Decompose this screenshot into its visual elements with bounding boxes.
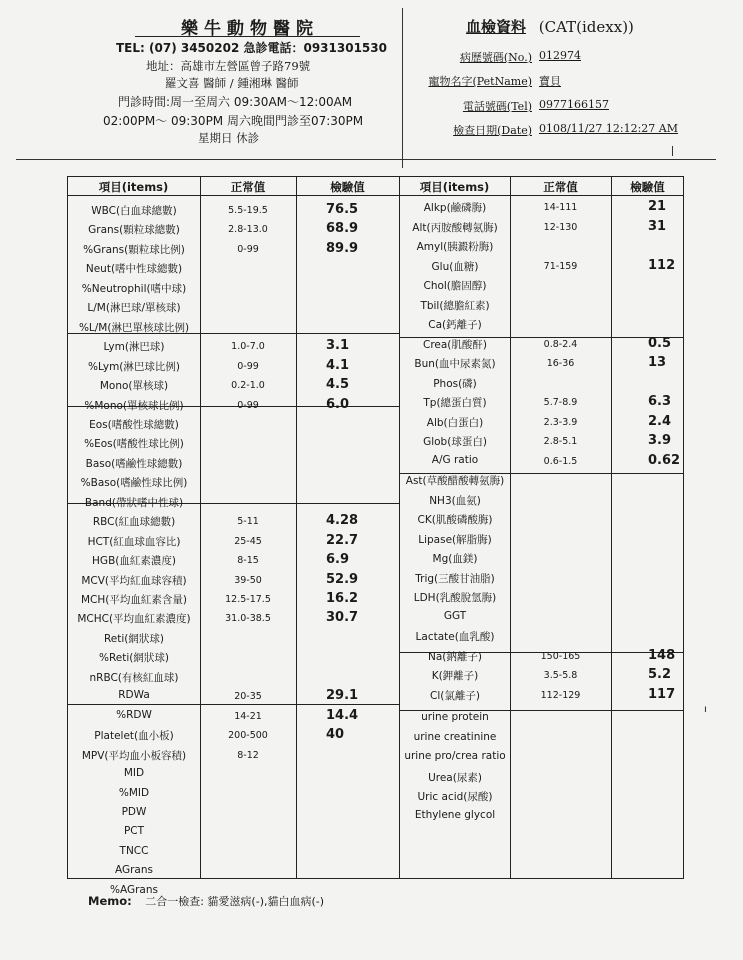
left-item-label: Mono(單核球) [99, 380, 169, 392]
left-item-range: 25-45 [234, 536, 262, 547]
left-item-label: AGrans [114, 864, 153, 876]
right-item-range: 14-111 [543, 202, 578, 213]
left-col-head-item: 項目(items) [98, 180, 169, 194]
clinic-name: 樂牛動物醫院 [181, 19, 319, 39]
left-item-label: Neut(嗜中性球總數) [85, 263, 183, 275]
left-item-range: 2.8-13.0 [228, 224, 268, 235]
right-item-label: Bun(血中尿素氮) [414, 358, 496, 370]
left-item-label: MID [123, 767, 145, 779]
left-item-label: %Lym(淋巴球比例) [88, 361, 180, 373]
clinic-hours-3: 星期日 休診 [198, 131, 260, 145]
left-item-label: MCH(平均血紅素含量) [81, 594, 187, 606]
left-item-label: Reti(網狀球) [103, 633, 164, 645]
left-item-range: 20-35 [234, 691, 262, 702]
left-item-value: 30.7 [326, 610, 359, 625]
left-item-label: MCHC(平均血紅素濃度) [77, 613, 191, 625]
right-item-label: NH3(血氨) [429, 495, 481, 507]
left-item-label: %Mono(單核球比例) [84, 400, 184, 412]
header-tick-mark [672, 146, 673, 156]
right-item-range: 2.8-5.1 [543, 436, 578, 447]
left-col-divider-2 [296, 176, 297, 879]
field-value-tel: 0977166157 [539, 98, 609, 111]
clinic-hours-1: 門診時間:周一至周六 09:30AM～12:00AM [118, 95, 353, 109]
left-col-head-range: 正常值 [230, 180, 266, 194]
right-item-range: 112-129 [540, 690, 581, 701]
report-title-text: 血檢資料 [466, 18, 527, 36]
right-col-head-range: 正常值 [543, 180, 578, 194]
left-item-label: %Grans(顆粒球比例) [83, 244, 185, 256]
left-item-value: 68.9 [326, 221, 359, 236]
right-item-label: Alkp(鹼磷脢) [423, 202, 487, 214]
left-item-value: 6.0 [326, 397, 350, 412]
right-item-label: K(鉀離子) [431, 670, 479, 682]
left-item-range: 0-99 [237, 361, 259, 372]
left-item-range: 14-21 [234, 711, 262, 722]
right-item-value: 0.62 [648, 453, 681, 468]
right-item-value: 0.5 [648, 336, 672, 351]
left-item-value: 4.1 [326, 358, 350, 373]
left-group-rule-4 [67, 704, 399, 705]
field-label-tel: 電話號碼(Tel) [462, 100, 532, 113]
field-label-petname: 寵物名字(PetName) [428, 75, 532, 88]
right-item-label: Crea(肌酸酐) [422, 339, 487, 351]
left-item-label: %MID [118, 787, 150, 799]
left-item-value: 16.2 [326, 591, 359, 606]
right-item-label: CK(肌酸磷酸脢) [417, 514, 493, 526]
right-item-label: Ast(草酸醋酸轉氨脢) [405, 475, 505, 487]
report-title [466, 16, 634, 37]
left-item-label: TNCC [119, 845, 149, 857]
left-item-range: 0-99 [237, 244, 259, 255]
right-item-label: Phos(磷) [433, 378, 477, 390]
right-item-label: Ca(鈣離子) [428, 319, 482, 331]
right-item-range: 3.5-5.8 [543, 670, 578, 681]
right-item-label: Tp(總蛋白質) [423, 397, 487, 409]
left-item-label: HGB(血紅素濃度) [92, 555, 176, 567]
right-item-range: 16-36 [546, 358, 575, 369]
right-item-label: Cl(氯離子) [430, 690, 480, 702]
right-item-value: 148 [648, 648, 676, 663]
left-item-value: 76.5 [326, 202, 359, 217]
left-item-label: Eos(嗜酸性球總數) [89, 419, 179, 431]
left-item-range: 5-11 [237, 516, 259, 527]
clinic-tel: TEL: (07) 3450202 急診電話：0931301530 [116, 41, 387, 55]
right-item-label: GGT [443, 610, 467, 622]
left-item-range: 200-500 [228, 730, 268, 741]
left-item-label: WBC(白血球總數) [91, 205, 177, 217]
clinic-name-underline [135, 36, 360, 37]
right-item-label: Tbil(總膽紅素) [420, 300, 490, 312]
header-row-rule [67, 195, 684, 196]
left-item-label: Platelet(血小板) [94, 730, 174, 742]
left-item-range: 12.5-17.5 [225, 594, 271, 605]
left-item-range: 8-12 [237, 750, 259, 761]
left-item-label: %Reti(網狀球) [99, 652, 169, 664]
right-item-label: urine protein [421, 711, 489, 723]
left-item-label: MPV(平均血小板容積) [81, 750, 187, 762]
left-item-value: 4.5 [326, 377, 350, 392]
field-value-date: 0108/11/27 12:12:27 AM [539, 122, 679, 135]
right-item-label: Alt(丙胺酸轉氨脢) [412, 222, 498, 234]
left-item-label: nRBC(有核紅血球) [89, 672, 179, 684]
right-item-range: 12-130 [543, 222, 578, 233]
left-item-value: 6.9 [326, 552, 350, 567]
right-item-range: 0.6-1.5 [543, 456, 578, 467]
left-item-label: %L/M(淋巴單核球比例) [78, 322, 190, 334]
right-item-label: Glob(球蛋白) [423, 436, 487, 448]
right-col-divider-1 [510, 176, 511, 879]
left-item-label: RDWa [118, 689, 150, 701]
header-bottom-rule [16, 159, 716, 160]
left-item-label: L/M(淋巴球/單核球) [87, 302, 181, 314]
right-item-label: Chol(膽固醇) [423, 280, 487, 292]
right-item-value: 3.9 [648, 433, 672, 448]
left-item-range: 0-99 [237, 400, 259, 411]
right-item-label: urine creatinine [413, 731, 497, 743]
left-item-label: Lym(淋巴球) [103, 341, 165, 353]
left-item-value: 14.4 [326, 708, 359, 723]
right-item-value: 31 [648, 219, 667, 234]
right-col-head-item: 項目(items) [419, 180, 490, 194]
right-item-range: 2.3-3.9 [543, 417, 578, 428]
right-item-value: 112 [648, 258, 676, 273]
left-item-label: Baso(嗜鹼性球總數) [85, 458, 183, 470]
left-item-label: %RDW [116, 709, 152, 721]
left-item-value: 29.1 [326, 688, 359, 703]
memo [88, 893, 324, 909]
left-item-label: MCV(平均紅血球容積) [81, 575, 187, 587]
field-label-no: 病歷號碼(No.) [459, 51, 532, 64]
clinic-doctors: 羅文喜 醫師 / 鍾湘琳 醫師 [165, 76, 299, 90]
left-item-range: 8-15 [237, 555, 259, 566]
right-item-range: 5.7-8.9 [543, 397, 578, 408]
right-item-label: Glu(血糖) [431, 261, 479, 273]
right-item-value: 2.4 [648, 414, 672, 429]
right-col-divider-2 [611, 176, 612, 879]
clinic-hours-2: 02:00PM～ 09:30PM 周六晚間門診至07:30PM [103, 114, 364, 128]
right-item-label: Trig(三酸甘油脂) [415, 573, 495, 585]
right-item-value: 5.2 [648, 667, 672, 682]
right-item-label: Alb(白蛋白) [426, 417, 484, 429]
right-item-range: 150-165 [540, 651, 581, 662]
left-item-value: 22.7 [326, 533, 359, 548]
left-item-range: 5.5-19.5 [228, 205, 268, 216]
field-label-date: 檢查日期(Date) [453, 124, 532, 137]
left-item-label: %Eos(嗜酸性球比例) [84, 438, 184, 450]
pen-mark: ı [704, 704, 707, 715]
right-item-value: 21 [648, 199, 667, 214]
left-item-label: PCT [123, 825, 145, 837]
right-item-label: Na(鈉離子) [428, 651, 482, 663]
left-item-value: 89.9 [326, 241, 359, 256]
clinic-address: 地址：高雄市左營區曾子路79號 [146, 59, 311, 73]
left-item-range: 1.0-7.0 [231, 341, 265, 352]
left-item-value: 40 [326, 727, 345, 742]
left-item-value: 4.28 [326, 513, 359, 528]
right-item-range: 71-159 [543, 261, 578, 272]
right-item-label: Urea(尿素) [428, 772, 482, 784]
center-divider [399, 176, 400, 879]
right-item-value: 117 [648, 687, 676, 702]
memo-text: 二合一檢查: 貓愛滋病(-),貓白血病(-) [145, 895, 325, 908]
right-item-label: Mg(血鎂) [432, 553, 478, 565]
left-item-label: PDW [121, 806, 147, 818]
left-item-range: 0.2-1.0 [231, 380, 265, 391]
left-item-label: %Neutrophil(嗜中球) [81, 283, 187, 295]
right-item-label: Ethylene glycol [414, 809, 496, 821]
right-item-label: urine pro/crea ratio [404, 750, 506, 762]
right-col-head-value: 檢驗值 [630, 180, 665, 194]
left-item-value: 3.1 [326, 338, 350, 353]
left-item-label: Band(帶狀嗜中性球) [84, 497, 184, 509]
right-item-value: 13 [648, 355, 667, 370]
left-item-label: HCT(紅血球血容比) [87, 536, 181, 548]
left-item-label: Grans(顆粒球總數) [88, 224, 180, 236]
field-value-no: 012974 [539, 49, 581, 62]
left-item-label: %Baso(嗜鹼性球比例) [80, 477, 188, 489]
left-item-range: 31.0-38.5 [225, 613, 271, 624]
right-item-value: 6.3 [648, 394, 672, 409]
field-value-petname: 寶貝 [539, 75, 561, 88]
right-item-label: Uric acid(尿酸) [417, 791, 493, 803]
right-item-label: A/G ratio [431, 454, 479, 466]
left-item-label: %AGrans [110, 884, 158, 896]
right-item-label: Lactate(血乳酸) [415, 631, 495, 643]
left-item-value: 52.9 [326, 572, 359, 587]
right-item-label: LDH(乳酸脫氫脢) [413, 592, 497, 604]
left-col-divider-1 [200, 176, 201, 879]
right-item-range: 0.8-2.4 [543, 339, 578, 350]
right-item-label: Lipase(解脂脢) [418, 534, 492, 546]
report-type: (CAT(idexx)) [538, 18, 634, 36]
left-item-range: 39-50 [234, 575, 262, 586]
left-col-head-value: 檢驗值 [330, 180, 365, 194]
right-item-label: Amyl(胰澱粉脢) [416, 241, 494, 253]
left-item-label: RBC(紅血球總數) [92, 516, 176, 528]
memo-label: Memo: [88, 894, 132, 908]
